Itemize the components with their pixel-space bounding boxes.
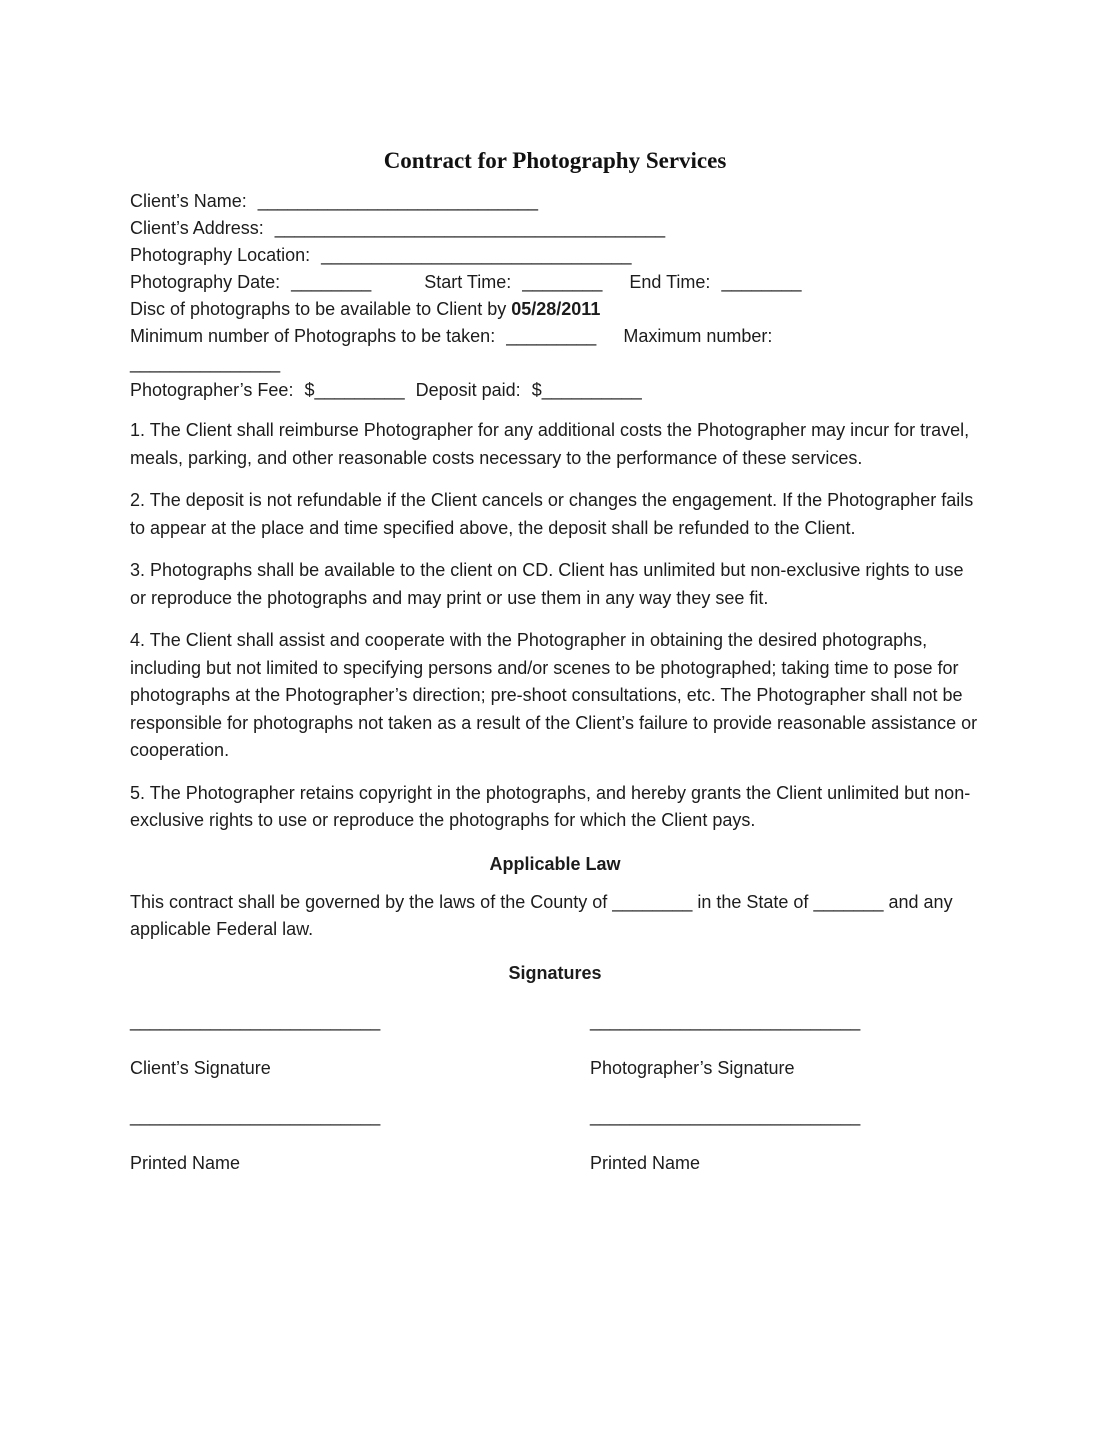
client-address-blank: _______________________________________ (274, 218, 666, 238)
client-name-label: Client’s Name: (130, 191, 247, 211)
field-photography-location (130, 242, 980, 269)
start-time-blank: ________ (522, 272, 603, 292)
law-text-between: in the State of (692, 891, 814, 912)
field-fee-deposit (130, 377, 980, 404)
field-max-photos-blank-line (130, 350, 980, 377)
clause-3: 3. Photographs shall be available to the client on CD. Client has unlimited but non-exclusive rights to use or reproduce the photographs and may print or use them in any way they see fit. (130, 560, 964, 608)
photography-location-label: Photography Location: (130, 245, 311, 265)
applicable-law-heading: Applicable Law (489, 853, 621, 874)
photographer-signature-label: Photographer’s Signature (590, 1057, 795, 1078)
client-printed-name-label: Printed Name (130, 1152, 241, 1173)
client-printed-name-line: _________________________ (130, 1105, 381, 1126)
start-time-label: Start Time: (424, 272, 512, 292)
photography-date-blank: ________ (291, 272, 372, 292)
deposit-paid-blank: $__________ (531, 380, 642, 400)
field-client-address (130, 215, 980, 242)
disc-availability-date: 05/28/2011 (511, 299, 601, 319)
state-blank: _______ (813, 891, 884, 912)
end-time-blank: ________ (721, 272, 802, 292)
photographer-signature-column (590, 1008, 980, 1177)
field-min-max-photos (130, 323, 980, 350)
field-client-name (130, 188, 980, 215)
client-signature-line: _________________________ (130, 1010, 381, 1031)
client-signature-label: Client’s Signature (130, 1057, 271, 1078)
end-time-label: End Time: (629, 272, 711, 292)
photography-location-blank: _______________________________ (321, 245, 632, 265)
photographer-printed-name-label: Printed Name (590, 1152, 701, 1173)
max-photos-blank: _______________ (130, 353, 281, 373)
clause-2: 2. The deposit is not refundable if the Client cancels or changes the engagement. If the Photographer fails to appear at the place and time specified above, the deposit shall be refunded to the Client. (130, 490, 974, 538)
fields-section (130, 188, 980, 404)
signatures-section (130, 1008, 980, 1177)
photographer-fee-label: Photographer’s Fee: (130, 380, 294, 400)
photographer-signature-line: ___________________________ (590, 1010, 861, 1031)
field-disc-availability (130, 296, 980, 323)
field-date-times (130, 269, 980, 296)
client-signature-column (130, 1008, 590, 1177)
law-text-after: and any applicable Federal law. (130, 891, 953, 939)
applicable-law-body (130, 889, 980, 944)
clause-1: 1. The Client shall reimburse Photographer for any additional costs the Photographer may incur for travel, meals, parking, and other reasonable costs necessary to the performance of these services. (130, 420, 970, 468)
signatures-heading: Signatures (508, 962, 602, 983)
document-title: Contract for Photography Services (383, 148, 727, 173)
min-photos-blank: _________ (506, 326, 597, 346)
clause-4: 4. The Client shall assist and cooperate with the Photographer in obtaining the desired photographs, including but not limited to specifying persons and/or scenes to be photographed; taking time to pose for photographs at the Photographer’s direction; pre-shoot consultations, etc. The Photographer shall not be responsible for photographs not taken as a result of the Client’s failure to provide reasonable assistance or cooperation. (130, 630, 978, 760)
law-text-before-county: This contract shall be governed by the laws of the County of (130, 891, 613, 912)
deposit-paid-label: Deposit paid: (415, 380, 521, 400)
photographer-printed-name-line: ___________________________ (590, 1105, 861, 1126)
disc-availability-label: Disc of photographs to be available to Client by (130, 299, 512, 319)
clause-5: 5. The Photographer retains copyright in the photographs, and hereby grants the Client unlimited but non-exclusive rights to use or reproduce the photographs for which the Client pays. (130, 782, 971, 830)
client-address-label: Client’s Address: (130, 218, 264, 238)
max-photos-label: Maximum number: (623, 326, 773, 346)
photographer-fee-blank: $_________ (304, 380, 405, 400)
photography-date-label: Photography Date: (130, 272, 281, 292)
county-blank: ________ (612, 891, 693, 912)
min-photos-label: Minimum number of Photographs to be taken: (130, 326, 496, 346)
client-name-blank: ____________________________ (257, 191, 539, 211)
